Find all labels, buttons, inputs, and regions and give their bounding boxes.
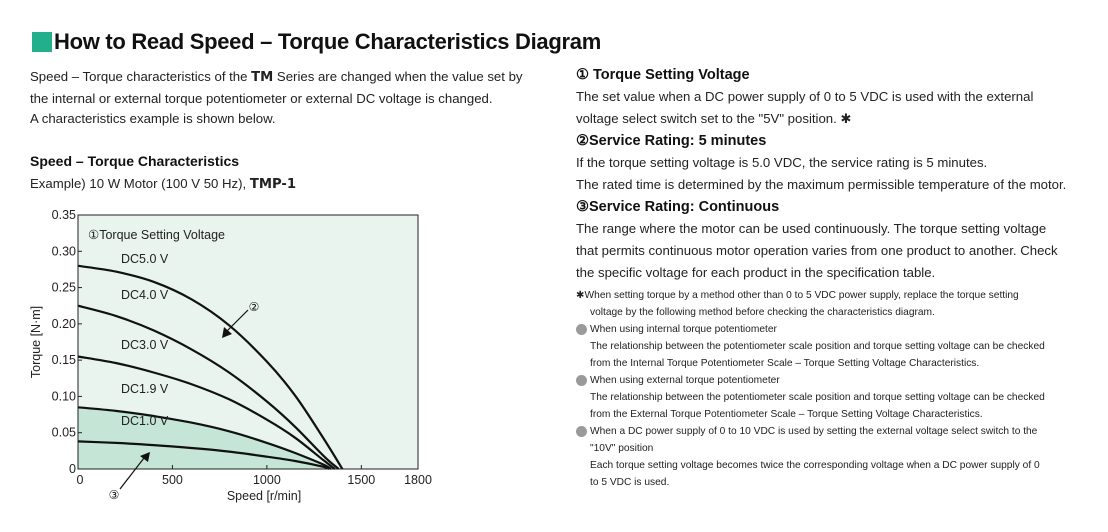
note-line: The relationship between the potentiometer scale position and torque setting voltage can be checked xyxy=(590,341,1045,352)
note-line: ✱When setting torque by a method other than 0 to 5 VDC power supply, replace the torque setting xyxy=(576,290,1019,301)
paragraph-line: The range where the motor can be used continuously. The torque setting voltage xyxy=(576,221,1047,236)
y-tick-label: 0.15 xyxy=(51,353,76,368)
series-label: DC5.0 V xyxy=(121,252,169,266)
bullet-dot-icon xyxy=(576,426,587,437)
x-tick-label: 1800 xyxy=(404,473,432,487)
explanation-panel xyxy=(576,64,1078,491)
heading-text: How to Read Speed – Torque Characteristics Diagram xyxy=(54,29,601,54)
example-text: Example) 10 W Motor (100 V 50 Hz), xyxy=(30,176,250,191)
note-line: The relationship between the potentiometer scale position and torque setting voltage can be checked xyxy=(590,392,1045,403)
bullet-external xyxy=(576,372,1078,389)
y-tick-label: 0.20 xyxy=(51,316,76,331)
x-tick-label: 1500 xyxy=(347,473,376,487)
intro-paragraph xyxy=(30,67,550,130)
intro-line: A characteristics example is shown below. xyxy=(30,111,276,126)
y-tick-label: 0.35 xyxy=(51,208,76,222)
note-line: from the External Torque Potentiometer Scale – Torque Setting Voltage Characteristics. xyxy=(590,409,983,420)
bullet-10v xyxy=(576,423,1078,440)
x-tick-label: 0 xyxy=(76,473,84,487)
y-tick-label: 0.10 xyxy=(51,389,76,404)
x-axis-label: Speed [r/min] xyxy=(226,489,302,503)
x-tick-label: 1000 xyxy=(252,473,281,487)
paragraph-line: voltage select switch set to the "5V" position. ✱ xyxy=(576,111,852,126)
annotation-3: ③ xyxy=(108,488,120,502)
y-axis-label: Torque [N·m] xyxy=(29,305,43,379)
chart-section-title: Speed – Torque Characteristics xyxy=(30,153,240,169)
torque-voltage-heading: ① Torque Setting Voltage xyxy=(576,67,750,83)
speed-torque-chart xyxy=(26,203,446,503)
y-tick-label: 0 xyxy=(69,462,76,476)
paragraph-line: The set value when a DC power supply of 0 to 5 VDC is used with the external xyxy=(576,89,1034,104)
series-label: DC1.9 V xyxy=(121,382,169,396)
intro-line: the internal or external torque potentiometer or external DC voltage is changed. xyxy=(30,90,493,106)
bullet-label: When using external torque potentiometer xyxy=(590,375,780,386)
series-label: DC4.0 V xyxy=(121,288,169,302)
bullet-label: When using internal torque potentiometer xyxy=(590,324,777,335)
intro-text: Series are changed when the value set by xyxy=(273,69,523,84)
note-line: to 5 VDC is used. xyxy=(590,477,670,488)
paragraph-line: that permits continuous motor operation varies from one product to another. Check xyxy=(576,243,1058,258)
note-line: from the Internal Torque Potentiometer Scale – Torque Setting Voltage Characteristics. xyxy=(590,358,980,369)
bullet-dot-icon xyxy=(576,324,587,335)
bullet-label: When a DC power supply of 0 to 10 VDC is used by setting the external voltage select switch to the xyxy=(590,426,1038,437)
y-tick-label: 0.30 xyxy=(51,244,76,259)
page-heading xyxy=(32,28,601,56)
bullet-internal xyxy=(576,321,1078,338)
paragraph-line: the specific voltage for each product in the specification table. xyxy=(576,265,936,280)
chart-example xyxy=(30,176,296,192)
paragraph-line: The rated time is determined by the maximum permissible temperature of the motor. xyxy=(576,177,1067,192)
note-line: voltage by the following method before checking the characteristics diagram. xyxy=(590,307,935,318)
x-tick-label: 500 xyxy=(162,473,183,487)
y-tick-label: 0.05 xyxy=(51,425,76,440)
service-5min-heading: ②Service Rating: 5 minutes xyxy=(576,133,767,149)
series-name: TM xyxy=(251,70,274,85)
series-label: DC1.0 V xyxy=(121,414,169,428)
note-line: Each torque setting voltage becomes twice the corresponding voltage when a DC power supply of 0 xyxy=(590,460,1040,471)
torque-voltage-label: ①Torque Setting Voltage xyxy=(88,228,225,242)
annotation-2: ② xyxy=(248,300,260,314)
paragraph-line: If the torque setting voltage is 5.0 VDC, the service rating is 5 minutes. xyxy=(576,155,988,170)
bullet-dot-icon xyxy=(576,375,587,386)
service-continuous-heading: ③Service Rating: Continuous xyxy=(576,199,780,215)
note-line: "10V" position xyxy=(590,443,654,454)
model-name: TMP-1 xyxy=(249,177,297,192)
y-tick-label: 0.25 xyxy=(51,280,76,295)
series-label: DC3.0 V xyxy=(121,338,169,352)
intro-text: Speed – Torque characteristics of the xyxy=(30,69,252,84)
heading-marker-icon xyxy=(32,32,52,52)
